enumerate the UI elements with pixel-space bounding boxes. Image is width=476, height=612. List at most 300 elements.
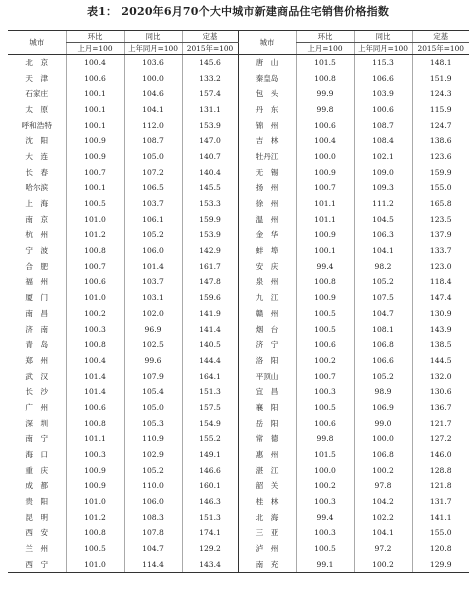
cell-mom-left: 100.7 xyxy=(66,164,124,180)
cell-yoy-right: 109.0 xyxy=(354,164,412,180)
cell-city-right: 湛 江 xyxy=(238,462,296,478)
cell-base-right: 121.8 xyxy=(412,478,469,494)
cell-yoy-right: 97.8 xyxy=(354,478,412,494)
cell-city-right: 秦皇岛 xyxy=(238,70,296,86)
table-row xyxy=(8,462,469,478)
cell-base-right: 151.9 xyxy=(412,70,469,86)
cell-yoy-left: 106.1 xyxy=(124,211,182,227)
cell-mom-right: 100.0 xyxy=(296,149,354,165)
cell-mom-right: 100.6 xyxy=(296,337,354,353)
cell-city-right: 济 宁 xyxy=(238,337,296,353)
header-mom-left: 环比 xyxy=(66,31,124,43)
cell-base-right: 115.9 xyxy=(412,102,469,118)
cell-city-right: 宜 昌 xyxy=(238,384,296,400)
cell-base-left: 143.4 xyxy=(182,557,238,573)
cell-base-left: 140.5 xyxy=(182,337,238,353)
cell-city-right: 惠 州 xyxy=(238,447,296,463)
cell-yoy-left: 108.3 xyxy=(124,509,182,525)
cell-base-left: 164.1 xyxy=(182,368,238,384)
header-base-right: 定基 xyxy=(412,31,469,43)
cell-mom-right: 100.6 xyxy=(296,415,354,431)
table-row xyxy=(8,164,469,180)
cell-mom-left: 100.1 xyxy=(66,180,124,196)
cell-base-left: 151.3 xyxy=(182,384,238,400)
header-mom-sub-left: 上月=100 xyxy=(66,43,124,55)
cell-city-left: 广 州 xyxy=(25,402,49,412)
cell-city-left: 石家庄 xyxy=(25,89,49,99)
cell-city-right: 常 德 xyxy=(238,431,296,447)
cell-city-left: 合 肥 xyxy=(25,261,49,271)
cell-mom-left: 100.1 xyxy=(66,86,124,102)
cell-city-left: 南 宁 xyxy=(25,434,49,444)
cell-yoy-left: 105.0 xyxy=(124,400,182,416)
cell-city-left: 厦 门 xyxy=(25,293,49,303)
cell-yoy-right: 100.2 xyxy=(354,462,412,478)
cell-yoy-right: 104.1 xyxy=(354,243,412,259)
cell-yoy-left: 105.0 xyxy=(124,149,182,165)
cell-yoy-right: 108.4 xyxy=(354,133,412,149)
cell-city-left: 长 春 xyxy=(25,167,49,177)
table-row xyxy=(8,86,469,102)
cell-city-right: 金 华 xyxy=(238,227,296,243)
cell-mom-right: 99.8 xyxy=(296,431,354,447)
cell-mom-left: 100.5 xyxy=(66,541,124,557)
cell-mom-left: 100.9 xyxy=(66,462,124,478)
cell-city-right: 扬 州 xyxy=(238,180,296,196)
cell-city-left: 南 京 xyxy=(25,214,49,224)
table-row xyxy=(8,180,469,196)
cell-yoy-right: 105.2 xyxy=(354,368,412,384)
cell-mom-left: 101.4 xyxy=(66,368,124,384)
cell-yoy-right: 102.1 xyxy=(354,149,412,165)
cell-city-left: 大 连 xyxy=(25,151,49,161)
cell-base-left: 129.2 xyxy=(182,541,238,557)
cell-base-right: 144.5 xyxy=(412,353,469,369)
header-base-sub-right: 2015年=100 xyxy=(412,43,469,55)
table-row xyxy=(8,243,469,259)
cell-mom-left: 100.6 xyxy=(66,70,124,86)
cell-mom-left: 100.8 xyxy=(66,243,124,259)
cell-city-right: 吉 林 xyxy=(238,133,296,149)
cell-city-left: 兰 州 xyxy=(25,544,49,554)
table-row xyxy=(8,102,469,118)
cell-yoy-right: 106.3 xyxy=(354,227,412,243)
cell-city-left: 北 京 xyxy=(25,58,49,68)
cell-city-left: 济 南 xyxy=(25,324,49,334)
cell-yoy-left: 104.1 xyxy=(124,102,182,118)
cell-base-left: 153.9 xyxy=(182,227,238,243)
cell-city-left: 太 原 xyxy=(25,104,49,114)
cell-yoy-right: 104.5 xyxy=(354,211,412,227)
cell-mom-left: 100.1 xyxy=(66,117,124,133)
cell-yoy-left: 104.7 xyxy=(124,541,182,557)
cell-base-left: 149.1 xyxy=(182,447,238,463)
cell-yoy-left: 110.0 xyxy=(124,478,182,494)
cell-yoy-left: 103.7 xyxy=(124,196,182,212)
cell-city-left: 昆 明 xyxy=(25,512,49,522)
cell-yoy-left: 106.0 xyxy=(124,494,182,510)
cell-city-right: 烟 台 xyxy=(238,321,296,337)
cell-mom-right: 101.1 xyxy=(296,196,354,212)
cell-yoy-right: 100.2 xyxy=(354,557,412,573)
cell-base-right: 121.7 xyxy=(412,415,469,431)
cell-yoy-right: 106.8 xyxy=(354,447,412,463)
table-row xyxy=(8,211,469,227)
table-row xyxy=(8,227,469,243)
table-row xyxy=(8,557,469,573)
cell-city-left: 长 沙 xyxy=(25,387,49,397)
cell-base-left: 153.9 xyxy=(182,117,238,133)
cell-yoy-left: 102.9 xyxy=(124,447,182,463)
cell-yoy-left: 102.5 xyxy=(124,337,182,353)
cell-yoy-right: 102.2 xyxy=(354,509,412,525)
cell-city-right: 唐 山 xyxy=(238,55,296,71)
cell-yoy-left: 106.5 xyxy=(124,180,182,196)
cell-yoy-right: 97.2 xyxy=(354,541,412,557)
cell-yoy-left: 108.7 xyxy=(124,133,182,149)
table-row xyxy=(8,337,469,353)
cell-yoy-right: 111.2 xyxy=(354,196,412,212)
cell-city-left: 上 海 xyxy=(25,199,49,209)
cell-city-right: 三 亚 xyxy=(238,525,296,541)
table-row xyxy=(8,149,469,165)
cell-mom-left: 100.6 xyxy=(66,274,124,290)
cell-base-right: 131.7 xyxy=(412,494,469,510)
cell-yoy-left: 103.1 xyxy=(124,290,182,306)
header-yoy-sub-left: 上年同月=100 xyxy=(124,43,182,55)
cell-city-right: 岳 阳 xyxy=(238,415,296,431)
cell-base-left: 141.4 xyxy=(182,321,238,337)
table-row xyxy=(8,447,469,463)
cell-mom-right: 100.0 xyxy=(296,462,354,478)
cell-city-left: 天 津 xyxy=(25,73,49,83)
cell-city-left: 西 宁 xyxy=(8,557,66,573)
header-base-left: 定基 xyxy=(182,31,238,43)
cell-base-left: 157.4 xyxy=(182,86,238,102)
table-row xyxy=(8,70,469,86)
cell-base-left: 153.3 xyxy=(182,196,238,212)
table-row xyxy=(8,494,469,510)
cell-yoy-left: 107.9 xyxy=(124,368,182,384)
cell-city-right: 安 庆 xyxy=(238,258,296,274)
cell-yoy-left: 105.3 xyxy=(124,415,182,431)
cell-base-right: 138.6 xyxy=(412,133,469,149)
cell-city-right: 蚌 埠 xyxy=(238,243,296,259)
cell-yoy-right: 106.8 xyxy=(354,337,412,353)
table-row xyxy=(8,306,469,322)
cell-yoy-left: 105.2 xyxy=(124,462,182,478)
cell-mom-right: 100.2 xyxy=(296,353,354,369)
cell-base-left: 161.7 xyxy=(182,258,238,274)
cell-yoy-left: 106.0 xyxy=(124,243,182,259)
cell-yoy-right: 109.3 xyxy=(354,180,412,196)
cell-yoy-right: 107.5 xyxy=(354,290,412,306)
cell-base-left: 145.5 xyxy=(182,180,238,196)
cell-yoy-right: 100.0 xyxy=(354,431,412,447)
cell-city-right: 赣 州 xyxy=(238,306,296,322)
cell-mom-right: 100.7 xyxy=(296,180,354,196)
cell-base-right: 155.0 xyxy=(412,180,469,196)
cell-mom-right: 101.5 xyxy=(296,447,354,463)
cell-mom-right: 100.5 xyxy=(296,400,354,416)
table-row xyxy=(8,400,469,416)
cell-city-right: 徐 州 xyxy=(238,196,296,212)
cell-city-left: 哈尔滨 xyxy=(25,183,49,193)
cell-yoy-right: 106.9 xyxy=(354,400,412,416)
cell-yoy-left: 104.6 xyxy=(124,86,182,102)
cell-mom-left: 100.6 xyxy=(66,400,124,416)
header-city-right: 城市 xyxy=(238,31,296,55)
cell-base-right: 124.7 xyxy=(412,117,469,133)
cell-base-left: 154.9 xyxy=(182,415,238,431)
cell-yoy-left: 105.4 xyxy=(124,384,182,400)
cell-mom-right: 99.4 xyxy=(296,509,354,525)
cell-base-right: 120.8 xyxy=(412,541,469,557)
cell-base-right: 143.9 xyxy=(412,321,469,337)
cell-city-left: 沈 阳 xyxy=(25,136,49,146)
cell-yoy-left: 112.0 xyxy=(124,117,182,133)
cell-base-right: 132.0 xyxy=(412,368,469,384)
cell-mom-right: 100.6 xyxy=(296,117,354,133)
cell-base-left: 141.9 xyxy=(182,306,238,322)
table-row xyxy=(8,509,469,525)
table-row xyxy=(8,55,469,71)
table-row xyxy=(8,415,469,431)
cell-base-left: 157.5 xyxy=(182,400,238,416)
cell-base-left: 131.1 xyxy=(182,102,238,118)
cell-base-left: 160.1 xyxy=(182,478,238,494)
cell-base-left: 133.2 xyxy=(182,70,238,86)
cell-mom-left: 100.1 xyxy=(66,102,124,118)
cell-base-right: 123.5 xyxy=(412,211,469,227)
cell-mom-left: 101.2 xyxy=(66,227,124,243)
cell-yoy-left: 102.0 xyxy=(124,306,182,322)
cell-yoy-right: 106.6 xyxy=(354,353,412,369)
header-row-top xyxy=(8,31,469,43)
cell-city-left: 福 州 xyxy=(25,277,49,287)
cell-mom-right: 99.1 xyxy=(296,557,354,573)
cell-base-right: 127.2 xyxy=(412,431,469,447)
cell-yoy-left: 99.6 xyxy=(124,353,182,369)
cell-mom-right: 100.9 xyxy=(296,290,354,306)
cell-base-left: 140.7 xyxy=(182,149,238,165)
cell-yoy-right: 106.6 xyxy=(354,70,412,86)
cell-mom-right: 100.2 xyxy=(296,478,354,494)
cell-yoy-left: 96.9 xyxy=(124,321,182,337)
cell-mom-left: 100.7 xyxy=(66,258,124,274)
cell-base-right: 159.9 xyxy=(412,164,469,180)
table-row xyxy=(8,525,469,541)
cell-base-right: 118.4 xyxy=(412,274,469,290)
cell-yoy-right: 98.9 xyxy=(354,384,412,400)
cell-mom-left: 101.1 xyxy=(66,431,124,447)
cell-city-left: 西 安 xyxy=(25,528,49,538)
header-yoy-left: 同比 xyxy=(124,31,182,43)
cell-city-left: 呼和浩特 xyxy=(21,120,52,130)
cell-yoy-left: 114.4 xyxy=(124,557,182,573)
cell-yoy-right: 108.1 xyxy=(354,321,412,337)
cell-mom-right: 100.1 xyxy=(296,243,354,259)
cell-mom-left: 100.8 xyxy=(66,415,124,431)
cell-base-right: 136.7 xyxy=(412,400,469,416)
cell-base-right: 123.6 xyxy=(412,149,469,165)
cell-yoy-left: 105.2 xyxy=(124,227,182,243)
cell-city-left: 海 口 xyxy=(25,450,49,460)
cell-base-left: 140.4 xyxy=(182,164,238,180)
cell-base-left: 151.3 xyxy=(182,509,238,525)
cell-base-right: 138.5 xyxy=(412,337,469,353)
cell-mom-left: 100.2 xyxy=(66,306,124,322)
cell-mom-left: 100.9 xyxy=(66,133,124,149)
cell-mom-left: 101.0 xyxy=(66,494,124,510)
table-row xyxy=(8,290,469,306)
table-row xyxy=(8,478,469,494)
cell-city-right: 无 锡 xyxy=(238,164,296,180)
table-row xyxy=(8,431,469,447)
cell-city-right: 平顶山 xyxy=(238,368,296,384)
cell-mom-left: 101.2 xyxy=(66,509,124,525)
header-city-left: 城市 xyxy=(8,31,66,55)
table-row xyxy=(8,368,469,384)
table-row xyxy=(8,541,469,557)
cell-mom-right: 100.3 xyxy=(296,525,354,541)
cell-mom-left: 100.5 xyxy=(66,196,124,212)
table-title: 表1： 2020年6月70个大中城市新建商品住宅销售价格指数 xyxy=(86,5,390,18)
cell-city-right: 丹 东 xyxy=(238,102,296,118)
cell-base-right: 165.8 xyxy=(412,196,469,212)
cell-yoy-right: 103.9 xyxy=(354,86,412,102)
cell-base-left: 142.9 xyxy=(182,243,238,259)
cell-mom-right: 100.5 xyxy=(296,306,354,322)
cell-base-right: 147.4 xyxy=(412,290,469,306)
cell-yoy-left: 103.7 xyxy=(124,274,182,290)
table-row xyxy=(8,353,469,369)
cell-city-left: 青 岛 xyxy=(25,340,49,350)
cell-base-right: 141.1 xyxy=(412,509,469,525)
table-row xyxy=(8,321,469,337)
cell-mom-right: 101.1 xyxy=(296,211,354,227)
cell-yoy-left: 101.4 xyxy=(124,258,182,274)
cell-city-right: 泸 州 xyxy=(238,541,296,557)
cell-mom-right: 100.9 xyxy=(296,227,354,243)
cell-city-left: 贵 阳 xyxy=(25,497,49,507)
cell-base-right: 146.0 xyxy=(412,447,469,463)
cell-city-left: 南 昌 xyxy=(25,308,49,318)
cell-city-right: 包 头 xyxy=(238,86,296,102)
cell-yoy-right: 108.7 xyxy=(354,117,412,133)
cell-yoy-right: 100.6 xyxy=(354,102,412,118)
cell-city-right: 韶 关 xyxy=(238,478,296,494)
cell-base-right: 137.9 xyxy=(412,227,469,243)
cell-mom-right: 100.8 xyxy=(296,274,354,290)
cell-city-right: 南 充 xyxy=(238,557,296,573)
cell-city-left: 宁 波 xyxy=(25,246,49,256)
cell-city-right: 洛 阳 xyxy=(238,353,296,369)
cell-base-left: 145.6 xyxy=(182,55,238,71)
cell-yoy-right: 105.2 xyxy=(354,274,412,290)
cell-yoy-left: 110.9 xyxy=(124,431,182,447)
cell-yoy-right: 104.1 xyxy=(354,525,412,541)
cell-city-right: 襄 阳 xyxy=(238,400,296,416)
cell-city-left: 武 汉 xyxy=(25,371,49,381)
cell-yoy-left: 100.0 xyxy=(124,70,182,86)
cell-yoy-right: 98.2 xyxy=(354,258,412,274)
cell-city-left: 成 都 xyxy=(25,481,49,491)
cell-mom-right: 100.9 xyxy=(296,164,354,180)
cell-city-left: 杭 州 xyxy=(25,230,49,240)
header-mom-right: 环比 xyxy=(296,31,354,43)
cell-mom-left: 100.4 xyxy=(66,55,124,71)
cell-base-left: 146.6 xyxy=(182,462,238,478)
header-base-sub-left: 2015年=100 xyxy=(182,43,238,55)
cell-base-right: 155.0 xyxy=(412,525,469,541)
cell-base-left: 147.0 xyxy=(182,133,238,149)
cell-base-left: 159.9 xyxy=(182,211,238,227)
cell-base-left: 147.8 xyxy=(182,274,238,290)
cell-base-right: 128.8 xyxy=(412,462,469,478)
cell-mom-right: 99.9 xyxy=(296,86,354,102)
cell-mom-left: 101.0 xyxy=(66,290,124,306)
table-row xyxy=(8,384,469,400)
cell-yoy-left: 107.8 xyxy=(124,525,182,541)
table-row xyxy=(8,117,469,133)
cell-yoy-left: 103.6 xyxy=(124,55,182,71)
cell-mom-right: 100.3 xyxy=(296,384,354,400)
cell-base-right: 130.6 xyxy=(412,384,469,400)
cell-mom-left: 100.4 xyxy=(66,353,124,369)
cell-city-right: 北 海 xyxy=(238,509,296,525)
cell-city-right: 桂 林 xyxy=(238,494,296,510)
cell-yoy-right: 99.0 xyxy=(354,415,412,431)
cell-base-right: 130.9 xyxy=(412,306,469,322)
cell-mom-right: 99.4 xyxy=(296,258,354,274)
header-yoy-right: 同比 xyxy=(354,31,412,43)
cell-yoy-right: 115.3 xyxy=(354,55,412,71)
cell-base-left: 146.3 xyxy=(182,494,238,510)
cell-base-left: 155.2 xyxy=(182,431,238,447)
cell-mom-right: 100.8 xyxy=(296,70,354,86)
cell-city-left: 深 圳 xyxy=(25,418,49,428)
header-mom-sub-right: 上月=100 xyxy=(296,43,354,55)
cell-mom-left: 100.9 xyxy=(66,478,124,494)
cell-mom-right: 100.4 xyxy=(296,133,354,149)
cell-mom-left: 100.3 xyxy=(66,447,124,463)
table-row xyxy=(8,133,469,149)
table-row xyxy=(8,196,469,212)
cell-base-right: 124.3 xyxy=(412,86,469,102)
cell-city-left: 重 庆 xyxy=(25,465,49,475)
cell-city-right: 泉 州 xyxy=(238,274,296,290)
cell-yoy-right: 104.2 xyxy=(354,494,412,510)
cell-yoy-right: 104.7 xyxy=(354,306,412,322)
cell-base-left: 159.6 xyxy=(182,290,238,306)
table-row xyxy=(8,258,469,274)
cell-mom-left: 101.0 xyxy=(66,211,124,227)
cell-mom-right: 100.7 xyxy=(296,368,354,384)
cell-mom-right: 100.3 xyxy=(296,494,354,510)
header-yoy-sub-right: 上年同月=100 xyxy=(354,43,412,55)
cell-mom-left: 100.9 xyxy=(66,149,124,165)
cell-mom-right: 101.5 xyxy=(296,55,354,71)
cell-mom-left: 100.3 xyxy=(66,321,124,337)
cell-mom-left: 100.8 xyxy=(66,525,124,541)
price-index-table xyxy=(8,30,469,573)
cell-mom-left: 101.4 xyxy=(66,384,124,400)
cell-yoy-left: 107.2 xyxy=(124,164,182,180)
cell-city-right: 九 江 xyxy=(238,290,296,306)
table-row xyxy=(8,274,469,290)
cell-mom-right: 100.5 xyxy=(296,541,354,557)
